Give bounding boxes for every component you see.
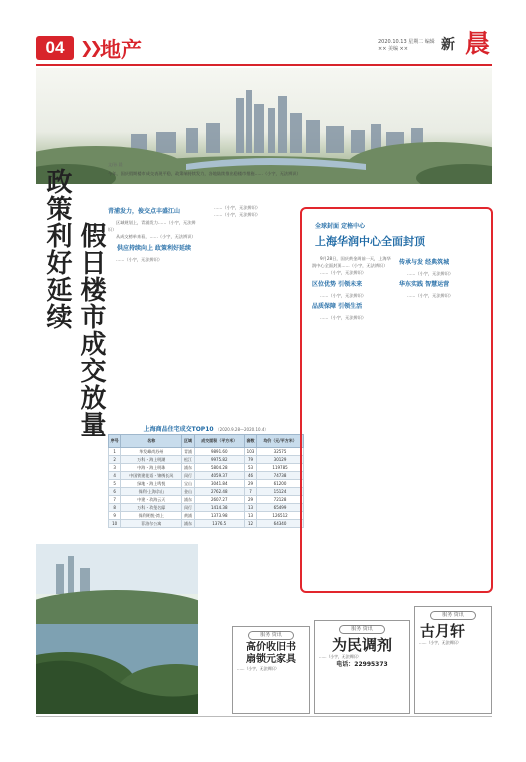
- skyline-illustration: [36, 68, 492, 184]
- table-cell: 黄浦: [182, 512, 194, 520]
- table-title: [108, 424, 304, 433]
- feature-paragraph: ……（小字，无法辨识）: [407, 293, 454, 299]
- table-cell: 中海・海上明珠: [121, 464, 182, 472]
- ad-caption: 服务 资讯: [339, 625, 385, 634]
- section-name: 地产: [100, 38, 142, 62]
- table-row: [109, 464, 304, 472]
- ad-phone: 电话：22995373: [336, 661, 388, 668]
- table-header-cell: 名称: [121, 435, 182, 448]
- table-header-cell: 成交面积（平方米）: [194, 435, 244, 448]
- table-cell: 9975.82: [194, 456, 244, 464]
- table-row: [109, 496, 304, 504]
- table-body: [109, 448, 304, 528]
- ad-text: ……（小字，无法辨识）: [237, 666, 279, 671]
- table-cell: 青浦: [182, 448, 194, 456]
- feature-subhead: 华东实践 智慧运营: [399, 281, 450, 289]
- ad-headline: 高价收旧书 扇锁元家具: [246, 642, 296, 665]
- table-cell: 中建・玖海云天: [121, 496, 182, 504]
- table-cell: 74738: [257, 472, 304, 480]
- table-cell: 宝山: [182, 480, 194, 488]
- table-cell: 1376.5: [194, 520, 244, 528]
- table-cell: 30129: [257, 456, 304, 464]
- article-column-left: [108, 204, 200, 416]
- table-row: [109, 448, 304, 456]
- table-header-cell: 序号: [109, 435, 121, 448]
- ad-text: ……（小字，无法辨识）: [419, 640, 461, 645]
- footer-rule: [36, 716, 492, 717]
- sales-ranking-table: [108, 434, 304, 528]
- table-cell: 10: [109, 520, 121, 528]
- feature-paragraph: ……（小字，无法辨识）: [320, 270, 367, 276]
- table-row: [109, 480, 304, 488]
- table-cell: 2762.48: [194, 488, 244, 496]
- table-row: [109, 472, 304, 480]
- table-title-text: 上海商品住宅成交TOP10: [143, 426, 214, 433]
- header-meta: 2020.10.13 星期二 编辑 ×× 美编 ××: [378, 39, 435, 52]
- table-cell: 保利明悦·湾上: [121, 512, 182, 520]
- lead-paragraph: 今年，国庆假期楼市成交表现平稳，政策端持续发力，各地陆续推出稳楼市措施……（小字，无法辨识）: [108, 171, 301, 176]
- table-cell: 8: [109, 504, 121, 512]
- table-header-cell: 套数: [244, 435, 256, 448]
- ad-block-2: [314, 620, 410, 714]
- table-header-cell: 区域: [182, 435, 194, 448]
- feature-title: 上海华润中心全面封顶: [315, 235, 425, 248]
- header-rule: [36, 64, 492, 66]
- table-cell: 1373.98: [194, 512, 244, 520]
- table-cell: 华发峰尚苏州: [121, 448, 182, 456]
- bottom-landscape-photo: [36, 544, 198, 714]
- byline: 文/孙 晨: [108, 162, 123, 167]
- table-cell: 13: [244, 504, 256, 512]
- table-cell: 5: [109, 480, 121, 488]
- column-subhead: 供应持续向上 政策利好延续: [116, 244, 192, 252]
- table-cell: 53: [244, 464, 256, 472]
- table-cell: 7: [244, 488, 256, 496]
- table-cell: 15124: [257, 488, 304, 496]
- table-cell: 2: [109, 456, 121, 464]
- table-cell: 中国铁建花语・锦绣长风: [121, 472, 182, 480]
- page-header: [0, 0, 526, 70]
- table-cell: 7: [109, 496, 121, 504]
- table-cell: 浦东: [182, 496, 194, 504]
- feature-paragraph: 9月28日，国庆黄金周前一天，上海华润中心全面封顶……（小字，无法辨识）: [312, 256, 391, 269]
- table-cell: 46: [244, 472, 256, 480]
- table-cell: 5804.28: [194, 464, 244, 472]
- ad-headline: 为民调剂: [331, 636, 392, 654]
- feature-subhead: 传承与发 经典筑城: [399, 259, 450, 266]
- table-cell: 6: [109, 488, 121, 496]
- table-cell: 闵行: [182, 504, 194, 512]
- table-cell: 32575: [257, 448, 304, 456]
- column-paragraph: 从成交榜单来看，……（小字，无法辨识）: [116, 234, 196, 240]
- table-cell: 9: [109, 512, 121, 520]
- ad-text: ……（小字，无法辨识）: [319, 654, 361, 659]
- table-cell: 松江: [182, 456, 194, 464]
- table-cell: 1414.38: [194, 504, 244, 512]
- table-row: [109, 512, 304, 520]
- table-row: [109, 504, 304, 512]
- lake-park-illustration: [36, 544, 198, 714]
- table-cell: 4059.37: [194, 472, 244, 480]
- logo-text-big: 晨: [465, 29, 491, 58]
- logo-text-small: 新: [441, 37, 455, 53]
- feature-paragraph: ……（小字，无法辨识）: [320, 314, 367, 320]
- table-cell: 4: [109, 472, 121, 480]
- table-cell: 绿地・海上鸣悦: [121, 480, 182, 488]
- table-cell: 72128: [257, 496, 304, 504]
- ad-headline: 古月轩: [420, 622, 466, 640]
- table-cell: 闵行: [182, 472, 194, 480]
- table-cell: 61200: [257, 480, 304, 488]
- table-cell: 万科・玖玺名邸: [121, 504, 182, 512]
- table-cell: 浦东: [182, 464, 194, 472]
- ad-caption: 服务 资讯: [430, 611, 476, 620]
- feature-paragraph: ……（小字，无法辨识）: [407, 271, 454, 276]
- headline-line-1: 政策利好延续: [42, 168, 72, 330]
- table-cell: 2607.27: [194, 496, 244, 504]
- ad-block-1: [232, 626, 310, 714]
- table-cell: 126512: [257, 512, 304, 520]
- table-cell: 万科・海上明湖: [121, 456, 182, 464]
- feature-column-right: [399, 255, 481, 585]
- feature-paragraph: ……（小字，无法辨识）: [320, 292, 367, 298]
- table-cell: 1: [109, 448, 121, 456]
- table-cell: 13: [244, 512, 256, 520]
- table-cell: 64340: [257, 520, 304, 528]
- table-cell: 29: [244, 480, 256, 488]
- table-cell: 浦东: [182, 520, 194, 528]
- feature-column-left: [312, 255, 394, 585]
- feature-box: [300, 207, 493, 593]
- headline-line-2: 假日楼市成交放量: [76, 222, 106, 438]
- table-cell: 保利·上海佘山: [121, 488, 182, 496]
- table-cell: 119785: [257, 464, 304, 472]
- table-period: （2020.9.28—2020.10.4）: [215, 427, 269, 432]
- article-column-middle: [206, 204, 298, 416]
- table-cell: 12: [244, 520, 256, 528]
- newspaper-logo: [441, 24, 493, 60]
- table-row: [109, 456, 304, 464]
- feature-subhead: 品质保障 引领生活: [312, 302, 363, 310]
- table-cell: 3: [109, 464, 121, 472]
- table-cell: 79: [244, 456, 256, 464]
- table-row: [109, 488, 304, 496]
- table-cell: 菲洛尔公寓: [121, 520, 182, 528]
- table-row: [109, 520, 304, 528]
- feature-subhead: 区位优势 引领未来: [312, 280, 363, 288]
- table-cell: 3041.84: [194, 480, 244, 488]
- table-cell: 金山: [182, 488, 194, 496]
- table-header-cell: 均价（元/平方米）: [257, 435, 304, 448]
- column-paragraph: ……（小字，无法辨识）: [116, 256, 163, 262]
- column-paragraph: ……（小字，无法辨识）: [214, 205, 261, 210]
- column-paragraph: 区域规划上，青浦发力……（小字，无法辨识）: [108, 220, 196, 233]
- hero-city-photo: [36, 68, 492, 184]
- column-subhead: 青浦发力，俊交点丰盛江山: [108, 208, 181, 215]
- section-arrows-icon: ❯❯: [80, 38, 99, 57]
- table-cell: 9891.60: [194, 448, 244, 456]
- table-cell: 65499: [257, 504, 304, 512]
- table-header-row: [109, 435, 304, 448]
- table-cell: 29: [244, 496, 256, 504]
- ad-caption: 服务 资讯: [248, 631, 294, 640]
- column-paragraph: ……（小字，无法辨识）: [214, 212, 261, 218]
- ad-block-3: [414, 606, 492, 714]
- section-number-badge: 04: [36, 36, 74, 60]
- table-cell: 103: [244, 448, 256, 456]
- feature-kicker: 全球封面 定格中心: [315, 223, 366, 230]
